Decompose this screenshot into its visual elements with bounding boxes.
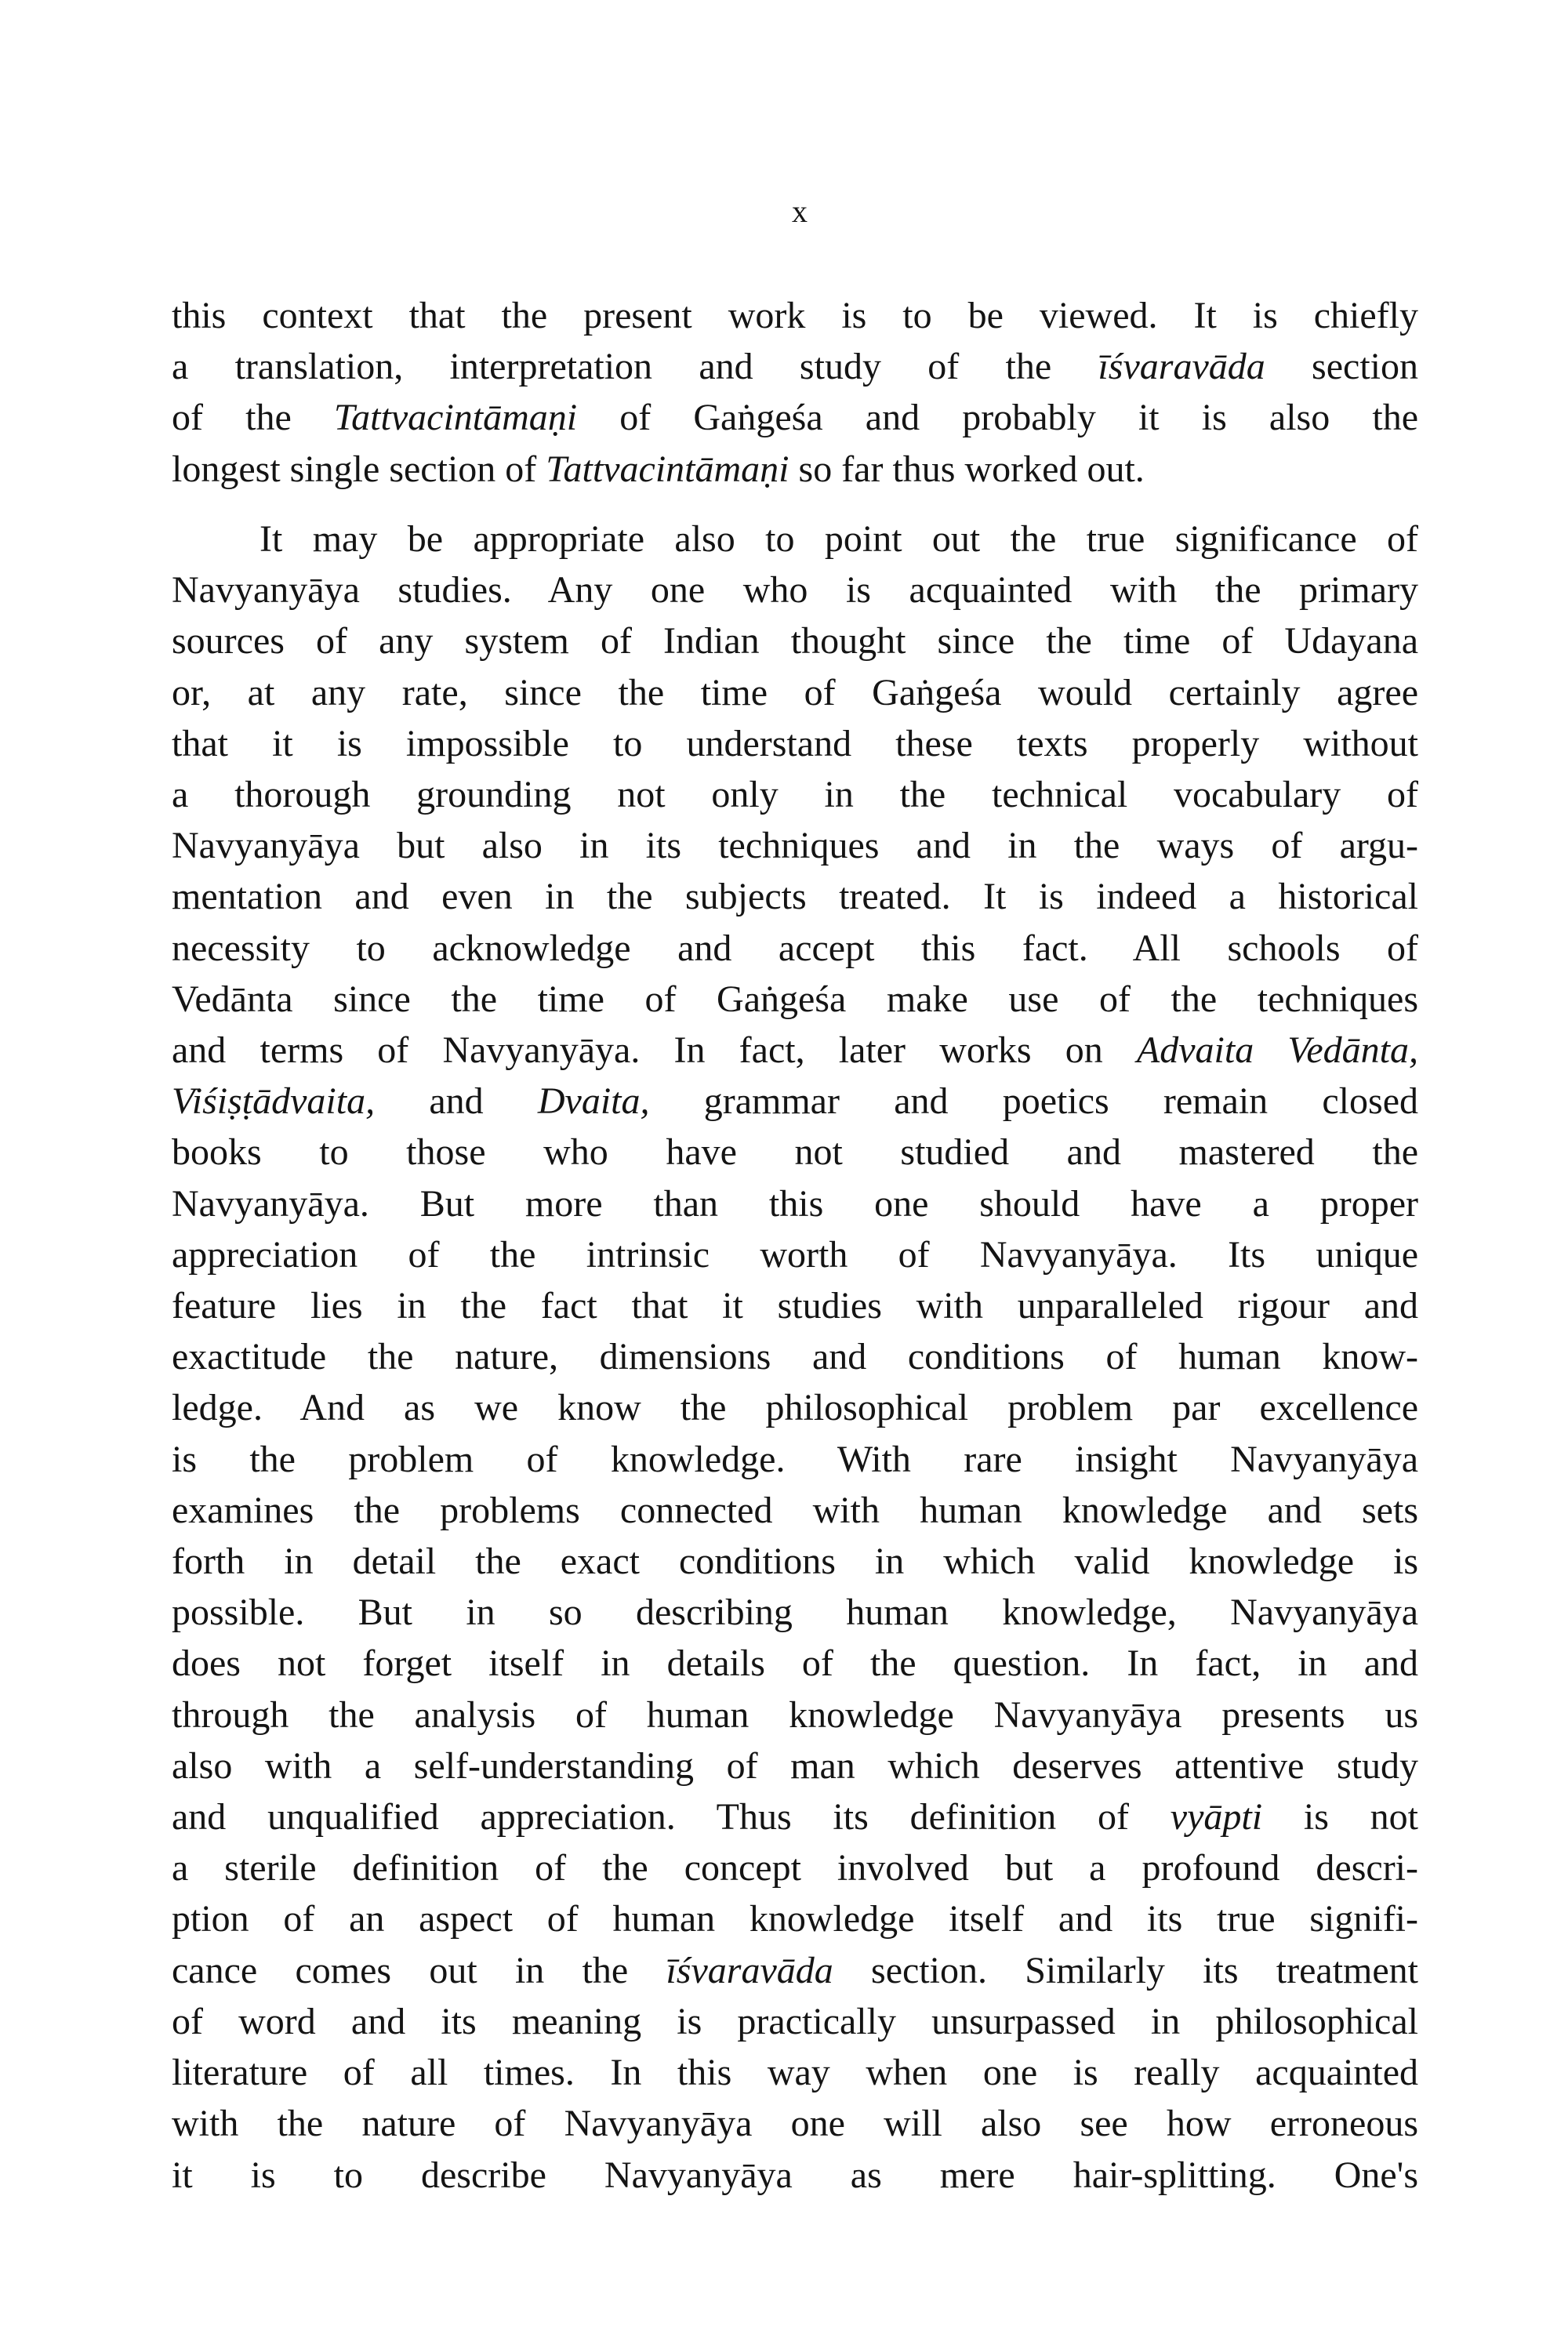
- italic-term: īśvaravāda: [1098, 346, 1265, 388]
- paragraph-1-line: [172, 290, 1418, 341]
- paragraph-2-line: [172, 1842, 1418, 1893]
- text-run: Navyanyāya studies. Any one who is acquainted with the primary: [172, 569, 1418, 612]
- paragraph-1-line: [172, 392, 1418, 443]
- text-run: grammar and poetics remain closed: [649, 1080, 1418, 1123]
- text-run: possible. But in so describing human knowledge, Navyanyāya: [172, 1592, 1418, 1634]
- paragraph-1-line: [172, 341, 1418, 392]
- paragraph-2-line: [172, 1791, 1418, 1842]
- text-run: ledge. And as we know the philosophical problem par excellence: [172, 1387, 1418, 1429]
- paragraph-2-line: [172, 871, 1418, 922]
- text-run: and unqualified appreciation. Thus its definition of: [172, 1796, 1171, 1838]
- text-run: that it is impossible to understand these texts properly without: [172, 722, 1418, 764]
- text-run: literature of all times. In this way when one is really acquainted: [172, 2052, 1418, 2094]
- text-run: or, at any rate, since the time of Gaṅgeśa would certainly agree: [172, 671, 1418, 713]
- text-run: and terms of Navyanyāya. In fact, later works on: [172, 1029, 1137, 1072]
- paragraph-2-line: [172, 1996, 1418, 2047]
- text-run: this context that the present work is to be viewed. It is chiefly: [172, 295, 1418, 336]
- text-run: and: [375, 1080, 538, 1123]
- paragraph-2-line: [172, 1280, 1418, 1331]
- paragraph-2-line: [172, 974, 1418, 1025]
- text-run: it is to describe Navyanyāya as mere hair-splitting. One's: [172, 2154, 1418, 2196]
- text-run: It may be appropriate also to point out the true significance of: [260, 518, 1418, 560]
- text-run: through the analysis of human knowledge Navyanyāya presents us: [172, 1693, 1418, 1736]
- text-run: section. Similarly its treatment: [833, 1949, 1419, 1991]
- text-run: necessity to acknowledge and accept this fact. All schools of: [172, 927, 1418, 969]
- paragraph-2-line: [172, 769, 1418, 820]
- paragraph-2-line: [172, 1638, 1418, 1689]
- text-run: is the problem of knowledge. With rare insight Navyanyāya: [172, 1438, 1418, 1480]
- paragraph-2-line: [172, 2047, 1418, 2098]
- text-run: examines the problems connected with human knowledge and sets: [172, 1489, 1418, 1531]
- paragraph-1: [172, 290, 1418, 495]
- paragraph-2-line: [172, 1382, 1418, 1433]
- paragraph-2-line: [172, 1434, 1418, 1485]
- text-run: of the: [172, 397, 334, 439]
- text-run: with the nature of Navyanyāya one will also see how erroneous: [172, 2103, 1418, 2145]
- italic-term: Viśiṣṭādvaita,: [172, 1080, 376, 1123]
- paragraph-2-line: [172, 1945, 1418, 1996]
- text-run: Vedānta since the time of Gaṅgeśa make use of the techniques: [172, 978, 1418, 1020]
- text-run: Navyanyāya. But more than this one should have a proper: [172, 1182, 1418, 1225]
- text-run: exactitude the nature, dimensions and conditions of human know-: [172, 1336, 1418, 1378]
- paragraph-2-line: [172, 718, 1418, 769]
- paragraph-2-line: [172, 1331, 1418, 1382]
- text-run: forth in detail the exact conditions in which valid knowledge is: [172, 1541, 1418, 1583]
- text-run: section: [1265, 346, 1418, 388]
- text-run: longest single section of: [172, 448, 546, 490]
- paragraph-2-line: [172, 1025, 1418, 1076]
- italic-term: Tattvacintāmaṇi: [333, 397, 578, 439]
- text-run: so far thus worked out.: [789, 448, 1145, 490]
- text-run: also with a self-understanding of man which deserves attentive study: [172, 1744, 1418, 1787]
- paragraph-2-line: [172, 820, 1418, 871]
- paragraph-2-line: [172, 1178, 1418, 1229]
- text-run: of word and its meaning is practically unsurpassed in philosophical: [172, 2000, 1418, 2042]
- paragraph-2-line: [172, 514, 1418, 564]
- paragraph-2-line: [172, 2098, 1418, 2149]
- text-run: books to those who have not studied and mastered the: [172, 1131, 1418, 1174]
- text-run: appreciation of the intrinsic worth of Navyanyāya. Its unique: [172, 1233, 1418, 1276]
- paragraph-2-line: [172, 1076, 1418, 1127]
- paragraph-2-line: [172, 2150, 1418, 2201]
- italic-term: īśvaravāda: [666, 1949, 833, 1991]
- text-run: a sterile definition of the concept involved but a profound descri-: [172, 1847, 1418, 1889]
- text-run: a translation, interpretation and study of the: [172, 346, 1098, 388]
- page-number: x: [792, 194, 808, 229]
- text-run: does not forget itself in details of the question. In fact, in and: [172, 1642, 1418, 1685]
- paragraph-2-line: [172, 1893, 1418, 1944]
- paragraph-2-line: [172, 1127, 1418, 1178]
- italic-term: Dvaita,: [537, 1080, 650, 1123]
- text-run: Navyanyāya but also in its techniques and in the ways of argu-: [172, 825, 1418, 867]
- text-run: ption of an aspect of human knowledge itself and its true signifi-: [172, 1898, 1418, 1940]
- paragraph-2-line: [172, 1587, 1418, 1638]
- text-run: cance comes out in the: [172, 1949, 666, 1991]
- text-run: of Gaṅgeśa and probably it is also the: [577, 397, 1418, 439]
- paragraph-2-line: [172, 1536, 1418, 1587]
- text-run: a thorough grounding not only in the technical vocabulary of: [172, 774, 1418, 816]
- text-run: sources of any system of Indian thought since the time of Udayana: [172, 620, 1418, 662]
- italic-term: Advaita Vedānta,: [1136, 1029, 1419, 1072]
- paragraph-2-line: [172, 667, 1418, 718]
- paragraph-2: [172, 514, 1418, 2201]
- paragraph-2-line: [172, 1485, 1418, 1536]
- paragraph-2-line: [172, 1229, 1418, 1280]
- paragraph-1-line: [172, 444, 1418, 495]
- paragraph-2-line: [172, 564, 1418, 615]
- paragraph-2-line: [172, 1740, 1418, 1791]
- text-run: feature lies in the fact that it studies with unparalleled rigour and: [172, 1285, 1418, 1327]
- italic-term: Tattvacintāmaṇi: [546, 448, 789, 490]
- paragraph-2-line: [172, 615, 1418, 666]
- text-run: mentation and even in the subjects treated. It is indeed a historical: [172, 876, 1418, 918]
- paragraph-2-line: [172, 1690, 1418, 1740]
- text-run: is not: [1262, 1796, 1419, 1838]
- paragraph-2-line: [172, 923, 1418, 974]
- italic-term: vyāpti: [1170, 1796, 1263, 1838]
